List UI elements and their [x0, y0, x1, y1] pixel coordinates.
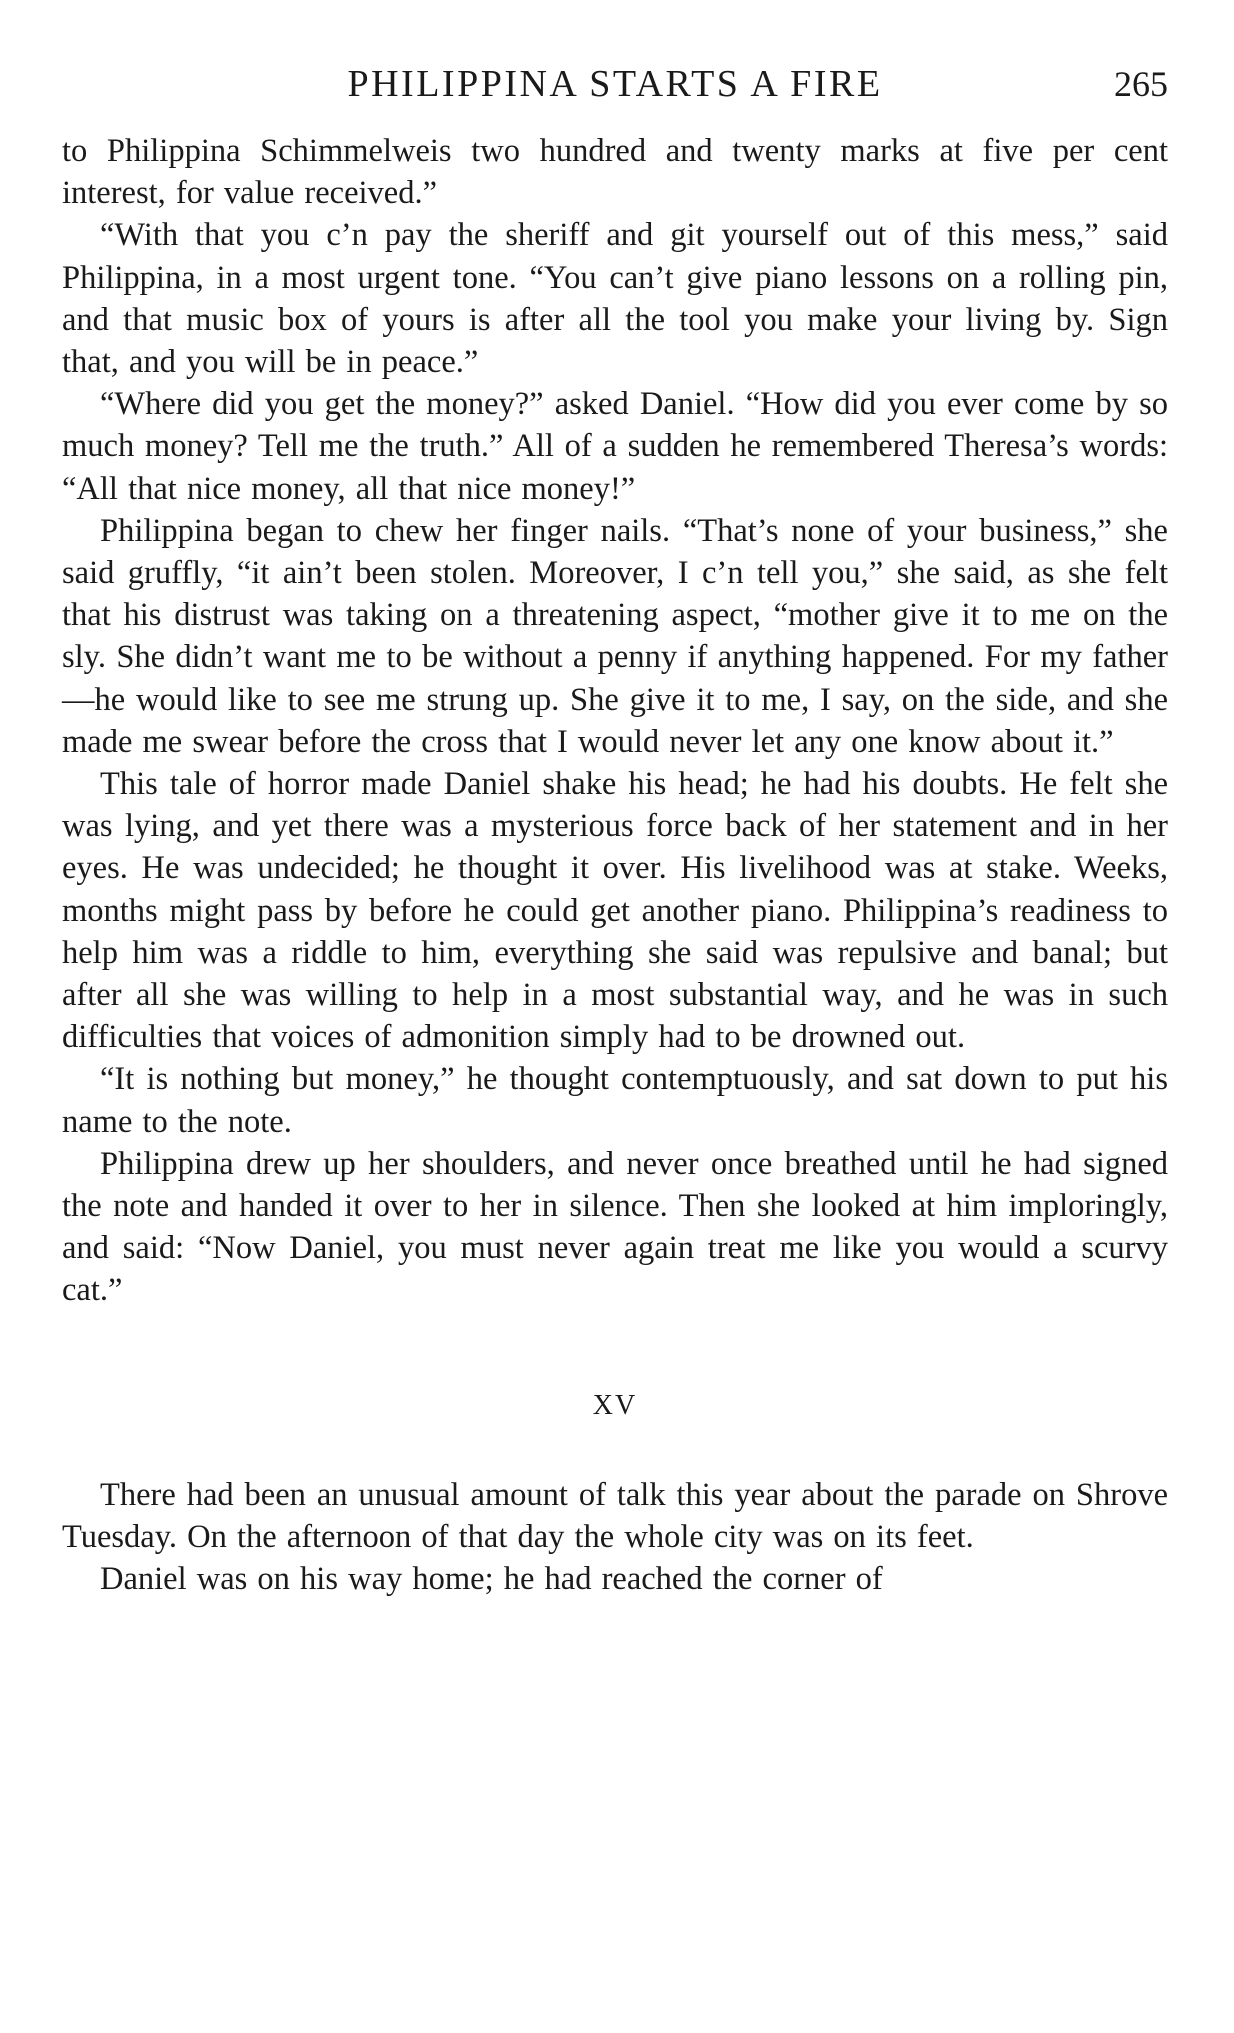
chapter-title: PHILIPPINA STARTS A FIRE: [347, 63, 883, 105]
paragraph: Daniel was on his way home; he had reached the corner of: [100, 1561, 883, 1598]
section-number: XV: [592, 1389, 638, 1421]
running-head: [62, 58, 1168, 110]
paragraph: “It is nothing but money,” he thought contemptuously, and sat down to put his name to the note.: [62, 1061, 1168, 1140]
paragraph: “With that you c’n pay the sheriff and git yourself out of this mess,” said Philippina, in a most urgent tone. “You can’t give piano lessons on a rolling pin, and that music box of yours is after all the tool you make your living by. Sign that, and you will be in peace.”: [62, 217, 1168, 381]
paragraph: Philippina drew up her shoulders, and never once breathed until he had signed the note and handed it over to her in silence. Then she looked at him imploringly, and said: “Now Daniel, you must never again treat me like you would a scurvy cat.”: [62, 1145, 1168, 1309]
page-number: 265: [1114, 64, 1168, 104]
paragraph: to Philippina Schimmelweis two hundred and twenty marks at five per cent interest, for value received.”: [62, 133, 1168, 212]
paragraph: Philippina began to chew her finger nails. “That’s none of your business,” she said gruffly, “it ain’t been stolen. Moreover, I c’n tell you,” she said, as she felt that his distrust was taking on a threatening aspect, “mother give it to me on the sly. She didn’t want me to be without a penny if anything happened. For my father—he would like to see me strung up. She give it to me, I say, on the side, and she made me swear before the cross that I would never let any one know about it.”: [62, 512, 1168, 760]
book-page: [62, 58, 1168, 1600]
paragraph: There had been an unusual amount of talk this year about the parade on Shrove Tuesday. On the afternoon of that day the whole city was on its feet.: [62, 1476, 1168, 1555]
paragraph: “Where did you get the money?” asked Daniel. “How did you ever come by so much money? Tell me the truth.” All of a sudden he remembered Theresa’s words: “All that nice money, all that nice money!”: [62, 386, 1168, 507]
body-text: [62, 130, 1168, 1600]
paragraph: This tale of horror made Daniel shake his head; he had his doubts. He felt she was lying, and yet there was a mysterious force back of her statement and in her eyes. He was undecided; he thought it over. His livelihood was at stake. Weeks, months might pass by before he could get another piano. Philippina’s readiness to help him was a riddle to him, everything she said was repulsive and banal; but after all she was willing to help in a most substantial way, and he was in such difficulties that voices of admonition simply had to be drowned out.: [62, 766, 1168, 1056]
